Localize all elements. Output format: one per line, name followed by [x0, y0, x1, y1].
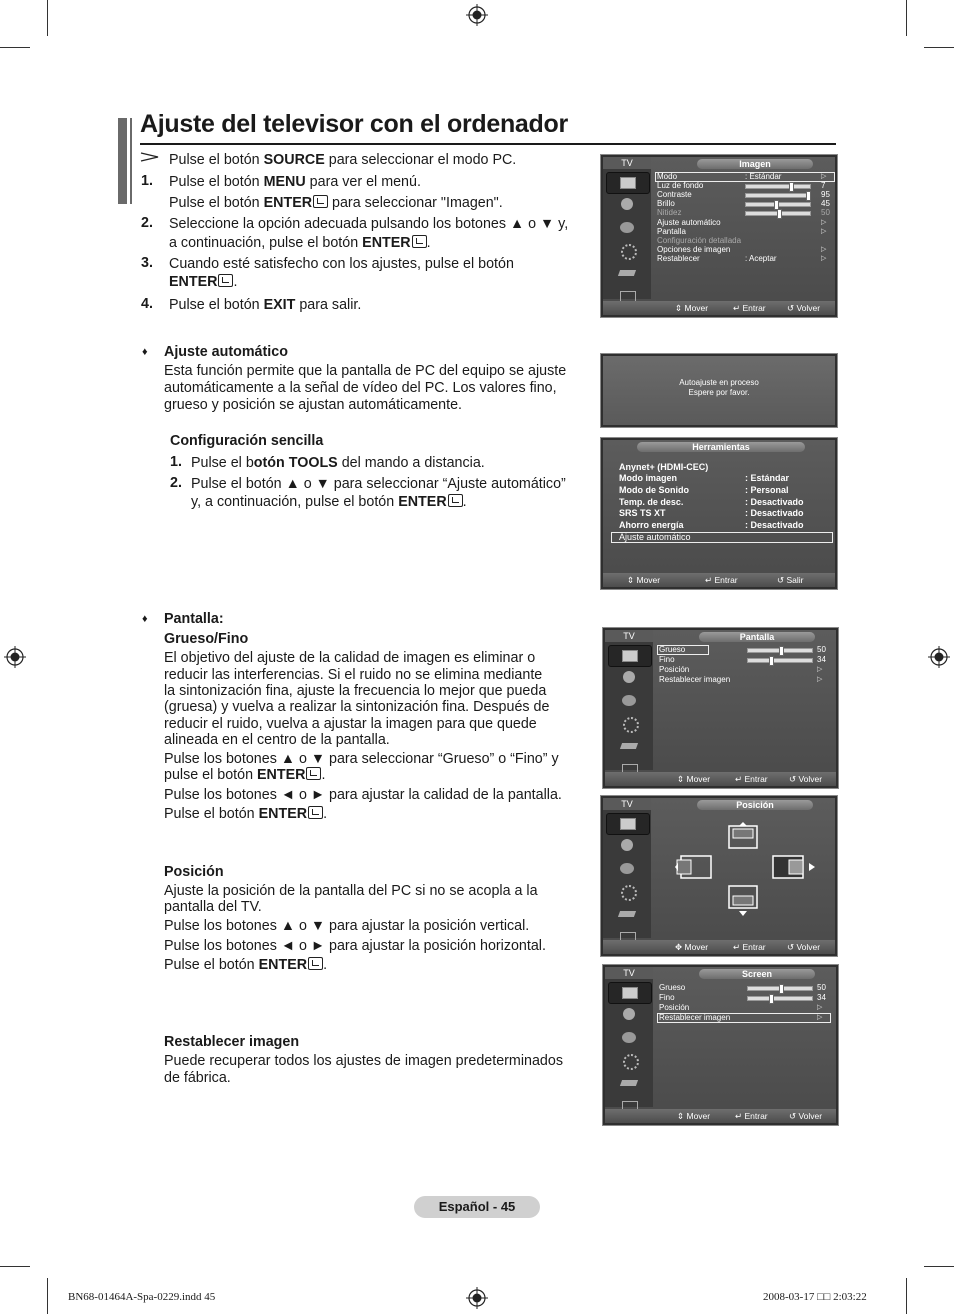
menu-item-restablecer[interactable]: Restablecer: [657, 254, 700, 263]
slider-knob[interactable]: [779, 646, 784, 656]
sound-icon[interactable]: [606, 836, 648, 856]
menu-item-contraste[interactable]: Contraste: [657, 190, 692, 199]
menu-item-pantalla[interactable]: Pantalla: [657, 227, 686, 236]
enter-hint: ↵ Entrar: [705, 575, 738, 585]
step-source: Pulse el botón SOURCE para seleccionar el modo PC.: [169, 152, 517, 168]
paragraph-line: (gruesa) y vuelva a realizar la sintonización fina. Después de: [164, 699, 550, 715]
paragraph-line: automáticamente a la señal de vídeo del PC. Los valores fino,: [164, 380, 557, 396]
move-hint: ⇕ Mover: [677, 1111, 711, 1121]
sound-icon[interactable]: [608, 668, 650, 688]
tools-item-temp-desc[interactable]: Temp. de desc.: [619, 497, 684, 507]
paragraph-line: reducir el ruido, vuelva a ajustar la imagen para que quede: [164, 716, 537, 732]
paragraph-line: Pulse el botón ENTER .: [164, 806, 328, 822]
tv-sidebar: [605, 630, 653, 770]
enter-icon: ↵: [733, 303, 743, 313]
crop-mark: [906, 0, 907, 36]
paragraph-line: reducir las interferencias. Si el ruido no se elimina mediante: [164, 667, 543, 683]
menu-footer: [603, 573, 835, 587]
enter-icon: [218, 274, 233, 287]
slider[interactable]: [745, 193, 811, 198]
menu-item-value: 34: [817, 993, 826, 1002]
step-number: 2.: [170, 475, 182, 491]
enter-hint: ↵ Entrar: [733, 303, 766, 313]
step-number: 3.: [141, 255, 153, 271]
tools-item-value: : Desactivado: [745, 497, 804, 507]
paragraph-line: Pulse los botones ▲ o ▼ para seleccionar “Grueso” o “Fino” y: [164, 751, 559, 767]
move-hint: ⇕ Mover: [675, 303, 709, 313]
menu-item-value: 45: [821, 199, 830, 208]
return-hint: ↺ Volver: [787, 303, 821, 313]
paragraph-line: pantalla del TV.: [164, 899, 262, 915]
registration-mark-icon: [466, 1287, 488, 1309]
input-icon[interactable]: [606, 905, 648, 925]
tools-item-value: : Desactivado: [745, 508, 804, 518]
input-icon[interactable]: [608, 737, 650, 757]
updown-icon: ⇕: [627, 575, 637, 585]
tv-sidebar: [603, 798, 651, 938]
setup-gear-icon[interactable]: [608, 714, 650, 734]
enter-hint: ↵ Entrar: [733, 942, 766, 952]
return-icon: ↺: [789, 1111, 799, 1121]
slider-knob[interactable]: [769, 656, 774, 666]
channel-icon[interactable]: [608, 691, 650, 711]
menu-footer: [605, 1109, 836, 1123]
step-3: Cuando esté satisfecho con los ajustes, pulse el botón: [169, 256, 514, 272]
step-4: Pulse el botón EXIT para salir.: [169, 297, 362, 313]
enter-icon: [313, 195, 328, 208]
easy-step-2: Pulse el botón ▲ o ▼ para seleccionar “Ajuste automático”: [191, 476, 566, 492]
slider[interactable]: [747, 996, 813, 1001]
picture-icon[interactable]: [606, 813, 650, 835]
section-heading-pantalla: Pantalla:: [164, 611, 224, 627]
crop-mark: [924, 1266, 954, 1267]
menu-item-posicion[interactable]: Posición: [659, 1003, 690, 1012]
crop-mark: [0, 47, 30, 48]
easy-step-2b: y, a continuación, pulse el botón ENTER .: [191, 494, 467, 510]
print-date-info: 2008-03-17 □□ 2:03:22: [763, 1291, 867, 1303]
return-hint: ↺ Volver: [789, 1111, 823, 1121]
return-icon: ↺: [789, 774, 799, 784]
tools-item-srs[interactable]: SRS TS XT: [619, 508, 666, 518]
step-1: Pulse el botón MENU para ver el menú.: [169, 174, 421, 190]
menu-item-ajuste-automatico[interactable]: Ajuste automático: [657, 218, 721, 227]
arrow-right-icon: ▷: [817, 1014, 823, 1021]
enter-icon: ↵: [733, 942, 743, 952]
slider-knob[interactable]: [777, 209, 782, 219]
return-icon: ↺: [787, 303, 797, 313]
menu-item-opciones-de-imagen[interactable]: Opciones de imagen: [657, 245, 731, 254]
slider-knob[interactable]: [769, 994, 774, 1004]
updown-icon: ⇕: [677, 774, 687, 784]
enter-icon: [308, 957, 323, 970]
title-underline: [140, 143, 836, 145]
print-file-info: BN68-01464A-Spa-0229.indd 45: [68, 1291, 216, 1303]
step-3b: ENTER .: [169, 274, 238, 290]
enter-icon: ↵: [705, 575, 715, 585]
menu-item-luz-de-fondo[interactable]: Luz de fondo: [657, 181, 704, 190]
tv-screen-screen: [602, 964, 839, 1126]
menu-item-fino[interactable]: Fino: [659, 655, 675, 664]
registration-mark-icon: [928, 646, 950, 668]
enter-icon: [412, 235, 427, 248]
return-hint: ↺ Volver: [787, 942, 821, 952]
tv-label: TV: [603, 798, 651, 810]
paragraph-line: Ajuste la posición de la pantalla del PC si no se acopla a la: [164, 883, 538, 899]
crop-mark: [924, 47, 954, 48]
channel-icon[interactable]: [608, 1028, 650, 1048]
slider[interactable]: [745, 184, 811, 189]
menu-header: Posición: [697, 800, 813, 810]
menu-item-brillo[interactable]: Brillo: [657, 199, 675, 208]
four-way-icon: ✥: [675, 942, 685, 952]
menu-item-grueso[interactable]: Grueso: [659, 983, 686, 992]
arrow-right-icon: ▷: [821, 246, 827, 253]
sound-icon[interactable]: [606, 195, 648, 215]
channel-icon[interactable]: [606, 859, 648, 879]
step-number: 1.: [141, 173, 153, 189]
menu-item-configuracion-detallada[interactable]: Configuración detallada: [657, 236, 742, 245]
tools-item-ahorro-energia[interactable]: Ahorro energía: [619, 520, 684, 530]
picture-icon[interactable]: [608, 982, 652, 1004]
move-hint: ⇕ Mover: [627, 575, 661, 585]
menu-item-value: 95: [821, 190, 830, 199]
menu-header: Herramientas: [637, 442, 805, 452]
paragraph-line: Esta función permite que la pantalla de PC del equipo se ajuste: [164, 363, 567, 379]
menu-item-nitidez[interactable]: Nitidez: [657, 208, 682, 217]
subheading-grueso-fino: Grueso/Fino: [164, 631, 249, 647]
move-hint: ✥ Mover: [675, 942, 709, 952]
registration-mark-icon: [4, 646, 26, 668]
setup-gear-icon[interactable]: [606, 241, 648, 261]
menu-item-restablecer-imagen[interactable]: Restablecer imagen: [659, 675, 731, 684]
page-number-badge: Español - 45: [414, 1196, 540, 1218]
tv-screen-herramientas: [600, 437, 838, 590]
menu-item-value: : Estándar: [745, 172, 782, 181]
menu-item-value: 50: [817, 645, 826, 654]
slider-knob[interactable]: [779, 984, 784, 994]
enter-icon: [448, 494, 463, 507]
registration-mark-icon: [466, 4, 488, 26]
bullet-icon: ♦: [142, 613, 148, 625]
enter-icon: ↵: [735, 1111, 745, 1121]
channel-icon[interactable]: [606, 218, 648, 238]
paragraph-line: pulse el botón ENTER .: [164, 767, 326, 783]
slider[interactable]: [745, 211, 811, 216]
easy-step-1: Pulse el botón TOOLS del mando a distancia.: [191, 455, 485, 471]
crop-mark: [0, 1266, 30, 1267]
tv-label: TV: [603, 157, 651, 169]
step-number: 2.: [141, 215, 153, 231]
setup-gear-icon[interactable]: [606, 882, 648, 902]
step-number: 4.: [141, 296, 153, 312]
tv-screen-posicion: [600, 795, 838, 957]
menu-footer: [603, 940, 835, 954]
crop-mark: [47, 0, 48, 36]
tools-item-value: : Desactivado: [745, 520, 804, 530]
subheading-easy-setup: Configuración sencilla: [170, 433, 324, 449]
tv-screen-pantalla: [602, 627, 839, 789]
slider[interactable]: [747, 986, 813, 991]
paragraph-line: Pulse los botones ◄ o ► para ajustar la calidad de la pantalla.: [164, 787, 562, 803]
menu-footer: [603, 301, 835, 315]
input-icon[interactable]: [606, 264, 648, 284]
crop-mark: [906, 1278, 907, 1314]
arrow-right-icon: ▷: [817, 1004, 823, 1011]
updown-icon: ⇕: [675, 303, 685, 313]
slider[interactable]: [745, 202, 811, 207]
paragraph-line: la sintonización fina, ajuste la frecuencia lo mejor que pueda: [164, 683, 547, 699]
tv-screen-imagen: [600, 154, 838, 318]
picture-icon[interactable]: [606, 172, 650, 194]
paragraph-line: El objetivo del ajuste de la calidad de imagen es eliminar o: [164, 650, 536, 666]
menu-header: Screen: [699, 969, 815, 979]
slider-knob[interactable]: [789, 182, 794, 192]
arrow-right-icon: ▷: [817, 676, 823, 683]
tools-item-anynet[interactable]: Anynet+ (HDMI-CEC): [619, 462, 709, 472]
tv-sidebar: [603, 157, 651, 299]
arrow-right-icon: ▷: [817, 666, 823, 673]
return-hint: ↺ Volver: [789, 774, 823, 784]
move-hint: ⇕ Mover: [677, 774, 711, 784]
exit-hint: ↺ Salir: [777, 575, 804, 585]
menu-item-posicion[interactable]: Posición: [659, 665, 690, 674]
step-2: Seleccione la opción adecuada pulsando los botones ▲ o ▼ y,: [169, 216, 569, 232]
page-title: Ajuste del televisor con el ordenador: [140, 110, 568, 138]
tv-label: TV: [605, 967, 653, 979]
return-icon: ↺: [777, 575, 787, 585]
picture-icon[interactable]: [608, 645, 652, 667]
tools-item-modo-imagen[interactable]: Modo imagen: [619, 473, 677, 483]
setup-gear-icon[interactable]: [608, 1051, 650, 1071]
arrow-right-icon: ▷: [821, 219, 827, 226]
tv-label: TV: [605, 630, 653, 642]
menu-item-modo[interactable]: Modo: [657, 172, 678, 181]
menu-item-grueso[interactable]: Grueso: [659, 645, 686, 654]
subheading-posicion: Posición: [164, 864, 224, 880]
bullet-icon: ♦: [142, 346, 148, 358]
sound-icon[interactable]: [608, 1005, 650, 1025]
tools-item-value: : Personal: [745, 485, 789, 495]
arrow-right-icon: ▷: [821, 255, 827, 262]
slider[interactable]: [747, 648, 813, 653]
enter-hint: ↵ Entrar: [735, 1111, 768, 1121]
updown-icon: ⇕: [677, 1111, 687, 1121]
menu-item-restablecer-imagen[interactable]: Restablecer imagen: [659, 1013, 731, 1022]
paragraph-line: Pulse el botón ENTER .: [164, 957, 328, 973]
subheading-restablecer: Restablecer imagen: [164, 1034, 300, 1050]
menu-item-value: 50: [821, 208, 830, 217]
enter-icon: [306, 767, 321, 780]
tv-screen-autoajuste: [600, 353, 838, 428]
paragraph-line: de fábrica.: [164, 1070, 231, 1086]
slider-knob[interactable]: [806, 191, 811, 201]
crop-mark: [47, 1278, 48, 1314]
step-number: 1.: [170, 454, 182, 470]
menu-item-value: 7: [821, 181, 826, 190]
paragraph-line: Puede recuperar todos los ajustes de imagen predeterminados: [164, 1053, 563, 1069]
menu-item-value: 34: [817, 655, 826, 664]
paragraph-line: grueso y posición se ajustan automáticamente.: [164, 397, 463, 413]
menu-item-fino[interactable]: Fino: [659, 993, 675, 1002]
return-icon: ↺: [787, 942, 797, 952]
input-icon[interactable]: [608, 1074, 650, 1094]
paragraph-line: Pulse los botones ▲ o ▼ para ajustar la posición vertical.: [164, 918, 530, 934]
menu-item-value: : Aceptar: [745, 254, 777, 263]
menu-footer: [605, 772, 836, 786]
menu-item-value: 50: [817, 983, 826, 992]
enter-hint: ↵ Entrar: [735, 774, 768, 784]
arrow-right-icon: ▷: [821, 228, 827, 235]
section-heading-auto: Ajuste automático: [164, 344, 288, 360]
position-diagram-icon: [675, 822, 815, 918]
menu-header: Imagen: [697, 159, 813, 169]
tools-item-value: : Estándar: [745, 473, 790, 483]
step-2b: a continuación, pulse el botón ENTER .: [169, 235, 431, 251]
status-message: Autoajuste en proceso: [679, 378, 759, 387]
enter-icon: ↵: [735, 774, 745, 784]
tv-sidebar: [605, 967, 653, 1107]
arrow-pointer-icon: [140, 151, 160, 163]
status-message: Espere por favor.: [688, 388, 750, 397]
arrow-right-icon: ▷: [821, 173, 827, 180]
tools-item-modo-sonido[interactable]: Modo de Sonido: [619, 485, 689, 495]
tools-item-ajuste-automatico[interactable]: Ajuste automático: [619, 532, 691, 542]
paragraph-line: alineada en el centro de la pantalla.: [164, 732, 390, 748]
slider[interactable]: [747, 658, 813, 663]
paragraph-line: Pulse los botones ◄ o ► para ajustar la posición horizontal.: [164, 938, 546, 954]
menu-header: Pantalla: [699, 632, 815, 642]
step-1b: Pulse el botón ENTER para seleccionar "Imagen".: [169, 195, 503, 211]
title-bar-decoration: [127, 118, 130, 204]
enter-icon: [308, 806, 323, 819]
